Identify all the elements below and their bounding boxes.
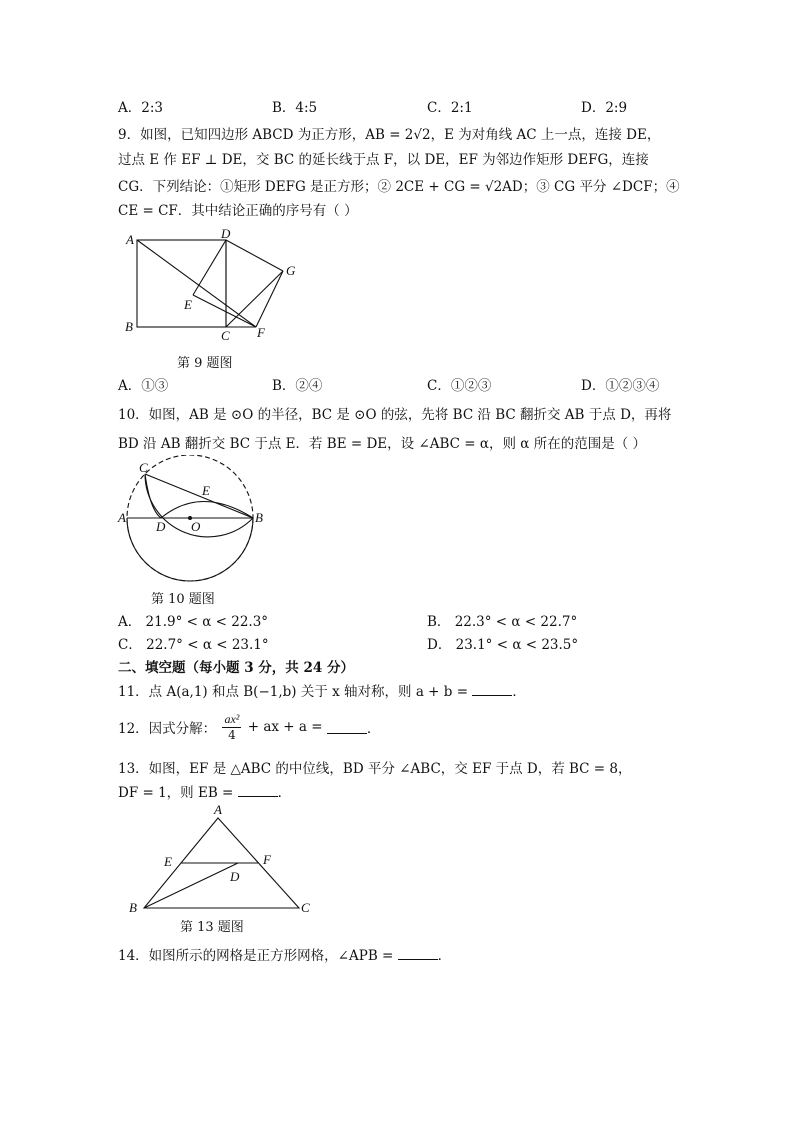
q8-option-c: C．2:1 bbox=[427, 100, 473, 116]
q11-line bbox=[118, 680, 526, 700]
q9-text-line3: CG．下列结论：①矩形 DEFG 是正方形；② 2CE + CG = √2AD；③ CG 平分 ∠DCF；④ bbox=[118, 179, 680, 195]
q9-option-c: C．①②③ bbox=[427, 378, 492, 394]
q9-caption: 第 9 题图 bbox=[177, 356, 233, 371]
q12-line bbox=[118, 712, 380, 752]
q9-label-a: A bbox=[126, 232, 134, 247]
q12-answer-blank[interactable] bbox=[327, 720, 367, 734]
q10-option-a: A． 21.9° < α < 22.3° bbox=[118, 614, 269, 630]
q9-text-line2: 过点 E 作 EF ⊥ DE，交 BC 的延长线于点 F，以 DE，EF 为邻边作矩形 DEFG，连接 bbox=[118, 152, 649, 168]
q10-figure bbox=[116, 455, 276, 585]
q9-label-b: B bbox=[125, 319, 133, 334]
q9-option-b: B．②④ bbox=[272, 378, 323, 394]
q10-label-c: C bbox=[139, 460, 148, 475]
q9-option-a: A．①③ bbox=[118, 378, 169, 394]
q13-label-a: A bbox=[214, 802, 222, 817]
q10-text-line1: 10．如图，AB 是 ⊙O 的半径，BC 是 ⊙O 的弦，先将 BC 沿 BC 翻折交 AB 于点 D，再将 bbox=[118, 407, 672, 423]
q13-label-f: F bbox=[263, 852, 271, 867]
q10-text-line2: BD 沿 AB 翻折交 BC 于点 E．若 BE = DE，设 ∠ABC = α，则 α 所在的范围是（ ） bbox=[118, 436, 647, 452]
q13-text-line2a: DF = 1，则 EB = bbox=[118, 785, 234, 801]
q9-label-d: D bbox=[221, 226, 231, 241]
q14-line bbox=[118, 944, 451, 964]
q10-option-c: C． 22.7° < α < 23.1° bbox=[118, 637, 269, 653]
q13-caption: 第 13 题图 bbox=[180, 920, 244, 935]
q10-label-d: D bbox=[156, 519, 166, 534]
q13-label-e: E bbox=[164, 854, 172, 869]
q8-option-d: D．2:9 bbox=[581, 100, 628, 116]
q14-end: ． bbox=[437, 948, 452, 964]
q9-label-g: G bbox=[286, 263, 296, 278]
q10-label-e: E bbox=[202, 483, 210, 498]
q9-text-line1: 9．如图，已知四边形 ABCD 为正方形，AB = 2√2，E 为对角线 AC 上一点，连接 DE， bbox=[118, 127, 661, 143]
q14-text: 14．如图所示的网格是正方形网格，∠APB = bbox=[118, 948, 394, 964]
q13-label-c: C bbox=[301, 900, 310, 915]
q12-fraction bbox=[222, 712, 241, 742]
q10-option-d: D． 23.1° < α < 23.5° bbox=[427, 637, 579, 653]
q13-figure bbox=[124, 800, 324, 918]
q10-option-b: B． 22.3° < α < 22.7° bbox=[427, 614, 578, 630]
q11-answer-blank[interactable] bbox=[472, 682, 512, 696]
q13-answer-blank[interactable] bbox=[238, 783, 278, 797]
q13-end: ． bbox=[277, 785, 292, 801]
q9-option-d: D．①②③④ bbox=[581, 378, 660, 394]
q12-denominator: 4 bbox=[228, 728, 236, 742]
q12-numerator: ax² bbox=[224, 712, 240, 726]
q10-label-o: O bbox=[191, 519, 201, 534]
q13-text-line1: 13．如图，EF 是 △ABC 的中位线，BD 平分 ∠ABC，交 EF 于点 D，若 BC = 8， bbox=[118, 761, 632, 777]
q9-label-c: C bbox=[221, 328, 230, 343]
q10-label-b: B bbox=[255, 510, 263, 525]
q12-prefix: 12．因式分解： bbox=[118, 721, 217, 737]
q13-label-d: D bbox=[230, 869, 240, 884]
q12-end: ． bbox=[366, 721, 381, 737]
q10-caption: 第 10 题图 bbox=[151, 592, 215, 607]
q8-option-b: B．4:5 bbox=[272, 100, 318, 116]
q8-option-a: A．2:3 bbox=[118, 100, 163, 116]
q10-label-a: A bbox=[118, 510, 126, 525]
q13-label-b: B bbox=[129, 900, 137, 915]
q9-label-e: E bbox=[184, 297, 192, 312]
q9-label-f: F bbox=[257, 325, 265, 340]
q11-text: 11．点 A(a,1) 和点 B(−1,b) 关于 x 轴对称，则 a + b = bbox=[118, 684, 469, 700]
q14-answer-blank[interactable] bbox=[398, 946, 438, 960]
q12-rest: + ax + a = bbox=[247, 719, 323, 735]
section-heading-fill-in: 二、填空题（每小题 3 分，共 24 分） bbox=[118, 660, 354, 676]
q11-end: ． bbox=[512, 684, 526, 700]
q9-text-line4: CE = CF．其中结论正确的序号有（ ） bbox=[118, 203, 358, 219]
q13-text-line2 bbox=[118, 781, 291, 801]
